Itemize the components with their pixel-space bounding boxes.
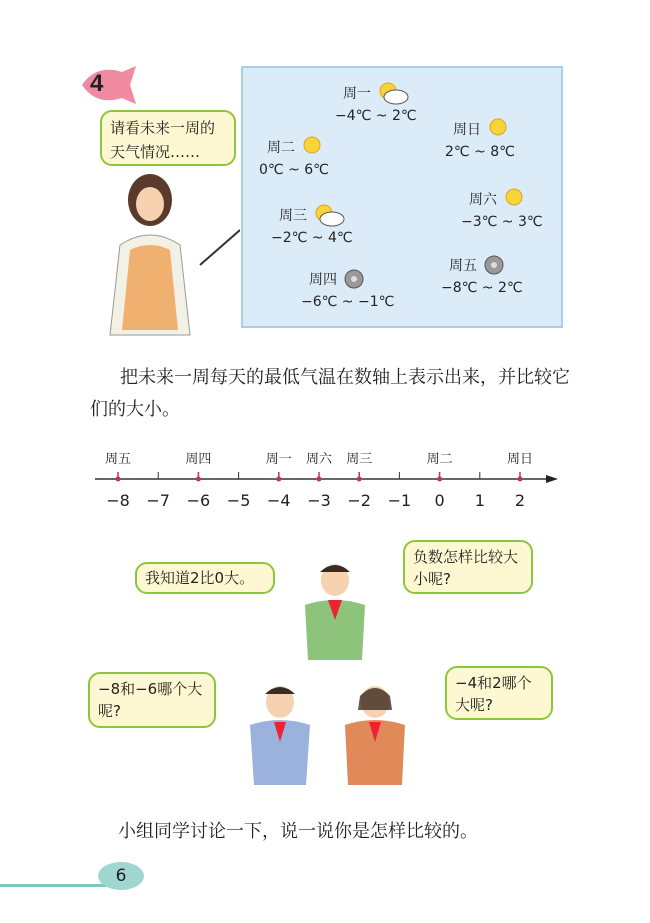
tick-label: 2 bbox=[514, 491, 526, 510]
sun-cloud-icon bbox=[375, 80, 409, 106]
weather-day bbox=[343, 80, 409, 106]
tick-label: −8 bbox=[106, 491, 130, 510]
tick-label: −6 bbox=[186, 491, 211, 510]
point-dot bbox=[196, 477, 201, 482]
temp-range: 2℃ ~ 8℃ bbox=[445, 144, 515, 160]
point-dot bbox=[317, 477, 322, 482]
teacher-illustration bbox=[90, 170, 240, 340]
sun-icon bbox=[299, 134, 333, 160]
point-label: 周三 bbox=[346, 452, 373, 467]
weather-day bbox=[309, 266, 375, 292]
students-illustration bbox=[230, 680, 430, 795]
section-badge bbox=[78, 64, 138, 106]
snowflake-icon bbox=[481, 252, 515, 278]
point-dot bbox=[116, 477, 121, 482]
sun-cloud-icon bbox=[311, 202, 345, 228]
girl-thought-bubble: −4和2哪个大呢? bbox=[445, 666, 553, 720]
day-label: 周日 bbox=[453, 122, 481, 138]
point-label: 周六 bbox=[305, 452, 333, 467]
page-number: 6 bbox=[98, 862, 144, 890]
point-label: 周二 bbox=[426, 452, 453, 467]
weather-day bbox=[267, 134, 333, 160]
temp-range: −4℃ ~ 2℃ bbox=[335, 108, 417, 124]
section-number: 4 bbox=[90, 70, 104, 97]
point-label: 周一 bbox=[265, 452, 292, 467]
tick-label: −2 bbox=[347, 491, 371, 510]
temp-range: −8℃ ~ 2℃ bbox=[441, 280, 523, 296]
tick-label: 1 bbox=[474, 491, 485, 510]
number-line bbox=[0, 440, 650, 520]
boy-illustration bbox=[270, 560, 400, 670]
sun-icon bbox=[485, 116, 519, 142]
point-dot bbox=[276, 477, 281, 482]
weather-panel bbox=[241, 66, 563, 328]
point-label: 周五 bbox=[104, 452, 132, 467]
axis-arrow bbox=[546, 475, 558, 483]
weather-day bbox=[449, 252, 515, 278]
weather-day bbox=[279, 202, 345, 228]
temp-range: 0℃ ~ 6℃ bbox=[259, 162, 329, 178]
footer-line bbox=[0, 884, 110, 887]
weather-day bbox=[469, 186, 535, 212]
instruction-text: 把未来一周每天的最低气温在数轴上表示出来，并比较它们的大小。 bbox=[90, 367, 570, 420]
day-label: 周四 bbox=[309, 272, 337, 288]
day-label: 周六 bbox=[469, 192, 497, 208]
tick-label: −7 bbox=[146, 491, 170, 510]
tick-label: −1 bbox=[387, 491, 412, 510]
tick-label: 0 bbox=[434, 491, 445, 510]
point-label: 周日 bbox=[506, 452, 534, 467]
tick-label: −5 bbox=[226, 491, 251, 510]
boy-speech-bubble: 我知道2比0大。 bbox=[135, 562, 275, 594]
temp-range: −6℃ ~ −1℃ bbox=[301, 294, 395, 310]
sun-icon bbox=[501, 186, 535, 212]
boy-thought-bubble: 负数怎样比较大小呢? bbox=[403, 540, 533, 594]
tick-label: −3 bbox=[307, 491, 331, 510]
tick-label: −4 bbox=[267, 491, 291, 510]
temp-range: −2℃ ~ 4℃ bbox=[271, 230, 353, 246]
point-label: 周四 bbox=[185, 452, 212, 467]
boy2-thought-bubble: −8和−6哪个大呢? bbox=[88, 672, 216, 728]
weather-day bbox=[453, 116, 519, 142]
day-label: 周五 bbox=[449, 258, 477, 274]
point-dot bbox=[357, 477, 362, 482]
point-dot bbox=[518, 477, 523, 482]
day-label: 周三 bbox=[279, 208, 307, 224]
discussion-text: 小组同学讨论一下，说一说你是怎样比较的。 bbox=[118, 821, 478, 842]
temp-range: −3℃ ~ 3℃ bbox=[461, 214, 543, 230]
point-dot bbox=[437, 477, 442, 482]
day-label: 周二 bbox=[267, 140, 295, 156]
day-label: 周一 bbox=[343, 86, 371, 102]
teacher-speech-bubble: 请看未来一周的天气情况…… bbox=[100, 110, 236, 166]
snowflake-icon bbox=[341, 266, 375, 292]
fish-icon bbox=[78, 64, 138, 106]
